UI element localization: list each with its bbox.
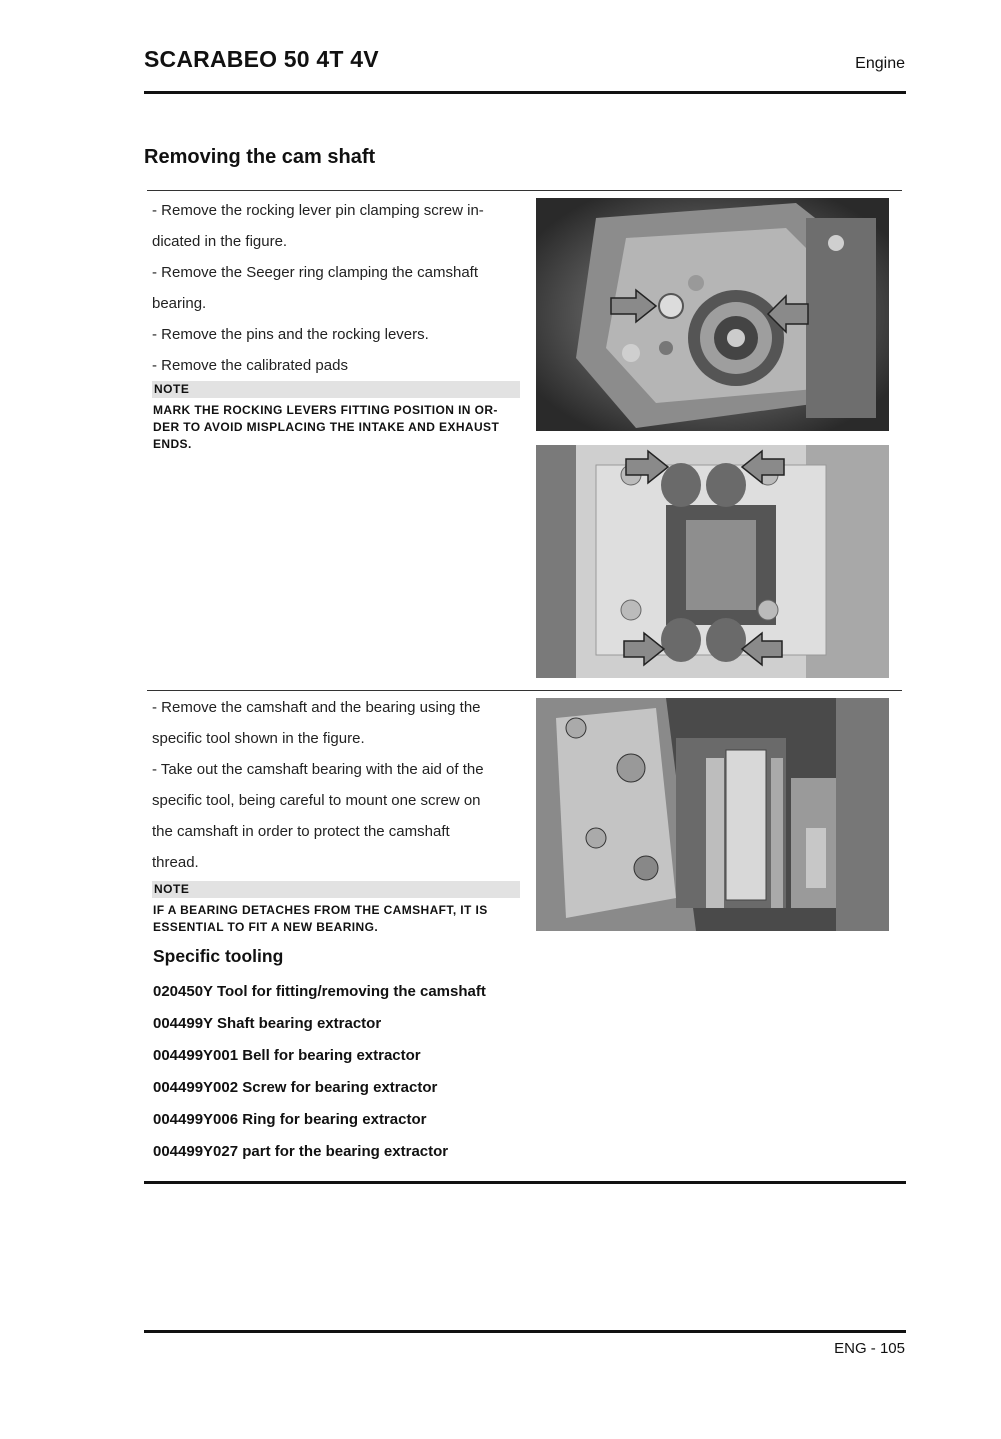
section-heading: Removing the cam shaft: [144, 146, 376, 168]
note-line: MARK THE ROCKING LEVERS FITTING POSITION IN OR-: [153, 403, 498, 417]
tool-item: 004499Y027 part for the bearing extractor: [153, 1143, 449, 1160]
tool-item: 004499Y002 Screw for bearing extractor: [153, 1079, 438, 1096]
step-line: - Remove the camshaft and the bearing using the: [152, 699, 481, 716]
photo-cylinder-head-bearing: [536, 198, 889, 431]
content-end-rule: [144, 1181, 906, 1184]
note-line: ESSENTIAL TO FIT A NEW BEARING.: [153, 920, 379, 934]
step-line: specific tool shown in the figure.: [152, 730, 365, 747]
block1-steps: [152, 195, 522, 381]
tool-item: 020450Y Tool for fitting/removing the camshaft: [153, 983, 486, 1000]
note-line: ENDS.: [153, 437, 192, 451]
step-line: dicated in the figure.: [152, 233, 288, 250]
step-line: specific tool, being careful to mount one screw on: [152, 792, 481, 809]
note-text: [153, 402, 523, 453]
block1-divider: [147, 190, 902, 191]
document-title: SCARABEO 50 4T 4V: [144, 46, 379, 72]
step-line: - Take out the camshaft bearing with the aid of the: [152, 761, 484, 778]
tool-item: 004499Y Shaft bearing extractor: [153, 1015, 382, 1032]
step-line: bearing.: [152, 295, 207, 312]
footer-rule: [144, 1330, 906, 1333]
tool-item: 004499Y006 Ring for bearing extractor: [153, 1111, 427, 1128]
block2-steps: [152, 692, 522, 878]
step-line: - Remove the rocking lever pin clamping screw in-: [152, 202, 484, 219]
step-line: - Remove the pins and the rocking levers.: [152, 326, 429, 343]
note-label: NOTE: [152, 881, 520, 898]
tooling-list: [153, 976, 533, 1168]
block2-divider: [147, 690, 902, 691]
header-rule: [144, 91, 906, 94]
tool-item: 004499Y001 Bell for bearing extractor: [153, 1047, 421, 1064]
note-line: IF A BEARING DETACHES FROM THE CAMSHAFT, IT IS: [153, 903, 488, 917]
step-line: - Remove the calibrated pads: [152, 357, 348, 374]
tooling-heading: Specific tooling: [153, 946, 284, 966]
photo-valve-springs: [536, 445, 889, 678]
photo-bearing-extractor: [536, 698, 889, 931]
note-line: DER TO AVOID MISPLACING THE INTAKE AND EXHAUST: [153, 420, 500, 434]
step-line: thread.: [152, 854, 199, 871]
note-text: [153, 902, 523, 936]
section-tag: Engine: [855, 55, 905, 72]
step-line: - Remove the Seeger ring clamping the camshaft: [152, 264, 478, 281]
note-label: NOTE: [152, 381, 520, 398]
step-line: the camshaft in order to protect the camshaft: [152, 823, 450, 840]
page-number: ENG - 105: [834, 1340, 905, 1357]
